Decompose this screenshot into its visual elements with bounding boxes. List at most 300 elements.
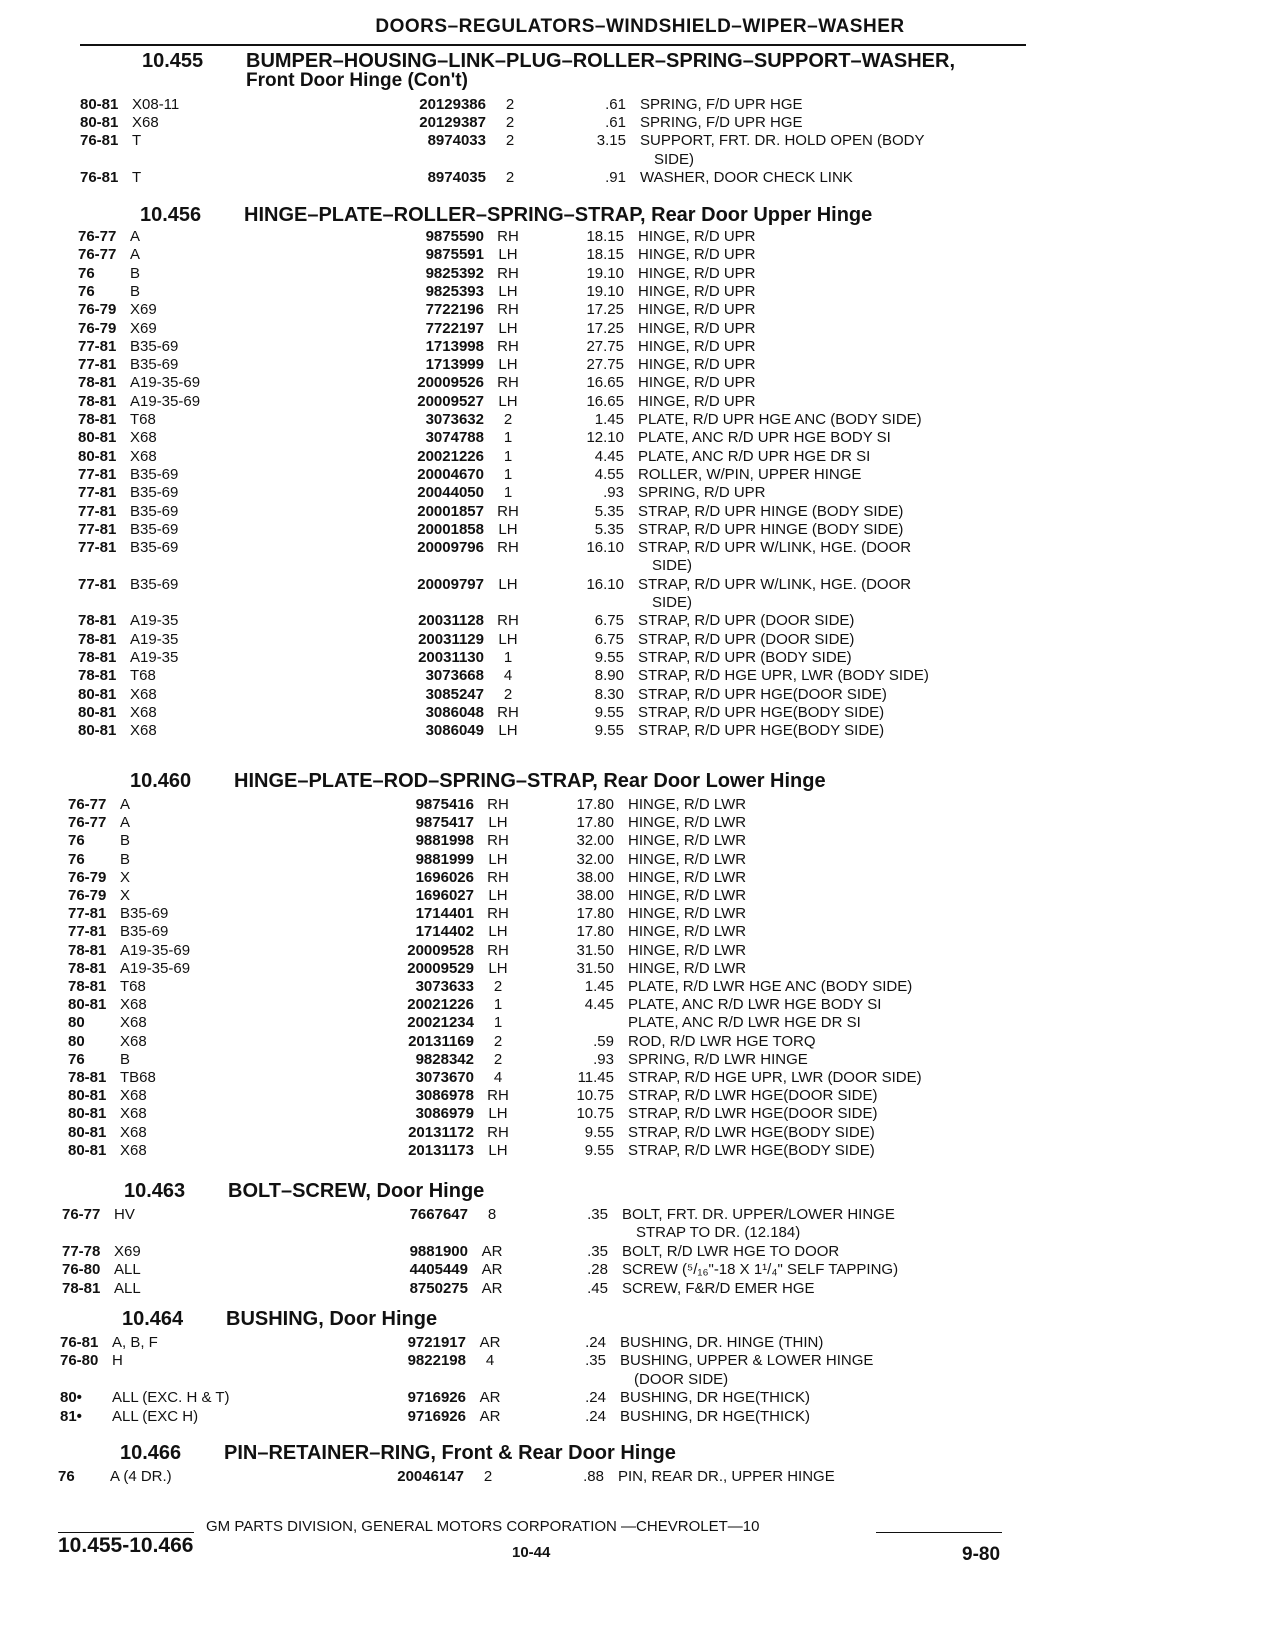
body-model: B35-69 — [130, 520, 179, 538]
part-row — [78, 631, 1020, 649]
quantity: 4 — [503, 667, 513, 685]
part-description-continued: (DOOR SIDE) — [634, 1370, 729, 1388]
price: 31.50 — [576, 959, 614, 977]
part-number: 20129387 — [419, 114, 486, 132]
part-description: SPRING, F/D UPR HGE — [640, 114, 803, 132]
model-year: 78-81 — [68, 941, 107, 959]
model-year: 76-79 — [78, 301, 117, 319]
quantity: LH — [488, 959, 508, 977]
body-model: B35-69 — [130, 337, 179, 355]
part-row — [68, 905, 1020, 923]
part-row — [78, 704, 1020, 722]
part-description: ROD, R/D LWR HGE TORQ — [628, 1032, 816, 1050]
model-year: 78-81 — [68, 978, 107, 995]
section-heading — [120, 1442, 676, 1465]
part-description: STRAP, R/D UPR HINGE (BODY SIDE) — [638, 502, 904, 520]
model-year: 76-81 — [80, 132, 119, 150]
model-year: 76-79 — [68, 868, 107, 886]
part-number: 8974035 — [427, 168, 486, 186]
part-number: 20021234 — [407, 1014, 474, 1032]
part-row — [78, 301, 1020, 319]
part-number: 3073632 — [425, 411, 484, 428]
model-year: 76-81 — [80, 168, 119, 186]
part-row — [78, 338, 1020, 356]
price: 11.45 — [577, 1069, 614, 1086]
model-year: 76 — [68, 850, 85, 868]
part-row — [68, 923, 1020, 941]
part-row — [78, 320, 1020, 338]
quantity: LH — [488, 887, 508, 904]
part-number: 8750275 — [409, 1279, 468, 1297]
part-description: BUSHING, DR HGE(THICK) — [620, 1389, 811, 1407]
part-number: 20021226 — [417, 447, 484, 465]
part-number: 1696026 — [415, 868, 474, 886]
model-year: 80 — [68, 1032, 85, 1050]
part-description: HINGE, R/D UPR — [638, 392, 756, 410]
model-year: 78-81 — [78, 612, 117, 630]
part-description: STRAP, R/D HGE UPR, LWR (DOOR SIDE) — [628, 1069, 922, 1086]
price: 6.75 — [594, 630, 624, 648]
body-model: A, B, F — [112, 1334, 158, 1351]
quantity: 1 — [503, 648, 513, 666]
model-year: 80 — [68, 1014, 85, 1032]
price: 4.45 — [594, 447, 624, 465]
model-year: 81• — [60, 1407, 82, 1425]
part-number: 9875416 — [415, 796, 474, 813]
model-year: 77-81 — [78, 502, 117, 520]
part-row — [80, 96, 1020, 114]
model-year: 76 — [58, 1468, 75, 1485]
model-year: 80-81 — [68, 1087, 107, 1105]
body-model: X — [120, 887, 131, 904]
body-model: T68 — [120, 978, 146, 995]
model-year: 80-81 — [68, 1105, 107, 1123]
model-year: 78-81 — [68, 1069, 107, 1086]
part-number: 1713998 — [425, 337, 484, 355]
part-number: 9716926 — [407, 1407, 466, 1425]
part-description: HINGE, R/D LWR — [628, 850, 747, 868]
part-number: 3086048 — [425, 703, 484, 721]
body-model: TB68 — [120, 1069, 156, 1086]
part-row — [68, 1033, 1020, 1051]
model-year: 80-81 — [80, 96, 119, 113]
price: 17.25 — [586, 319, 624, 337]
part-number: 7722196 — [425, 301, 484, 319]
part-description: STRAP, R/D UPR (DOOR SIDE) — [638, 630, 855, 648]
price: 38.00 — [576, 868, 614, 886]
part-row — [80, 132, 1020, 150]
quantity: AR — [481, 1242, 503, 1260]
part-row — [78, 539, 1020, 557]
part-number: 9822198 — [407, 1352, 466, 1370]
part-number: 9875590 — [425, 228, 484, 245]
footer-date: 9-80 — [962, 1544, 1001, 1565]
part-number: 9721917 — [407, 1334, 466, 1351]
model-year: 80-81 — [78, 429, 117, 447]
model-year: 80-81 — [68, 1123, 107, 1141]
price: 27.75 — [586, 356, 624, 374]
quantity: AR — [479, 1334, 501, 1351]
part-description: STRAP, R/D HGE UPR, LWR (BODY SIDE) — [638, 667, 929, 685]
quantity: RH — [487, 868, 509, 886]
part-description: HINGE, R/D UPR — [638, 301, 756, 319]
price: 5.35 — [594, 520, 624, 538]
quantity: LH — [498, 246, 518, 264]
section-number: 10.460 — [130, 770, 192, 792]
part-description-continued: SIDE) — [652, 557, 693, 575]
quantity: RH — [497, 374, 519, 392]
part-number: 9716926 — [407, 1389, 466, 1407]
part-row — [68, 1105, 1020, 1123]
part-row — [68, 1142, 1020, 1160]
part-number: 4405449 — [409, 1261, 468, 1279]
section-title: PIN–RETAINER–RING, Front & Rear Door Hinge — [224, 1442, 676, 1464]
part-row — [78, 246, 1020, 264]
body-model: X69 — [130, 301, 157, 319]
price: .61 — [605, 114, 626, 132]
part-description: HINGE, R/D LWR — [628, 868, 747, 886]
part-row — [80, 114, 1020, 132]
part-row — [68, 996, 1020, 1014]
part-description: STRAP, R/D UPR W/LINK, HGE. (DOOR — [638, 575, 912, 593]
price: 17.80 — [576, 923, 614, 941]
body-model: X68 — [120, 1032, 147, 1050]
body-model: A — [130, 228, 141, 245]
price: .24 — [585, 1407, 606, 1425]
body-model: A19-35-69 — [120, 941, 191, 959]
price: 17.80 — [576, 796, 614, 813]
price: 4.55 — [594, 465, 624, 483]
part-description: SPRING, R/D LWR HINGE — [628, 1050, 808, 1068]
part-number: 20009526 — [417, 374, 484, 392]
part-row — [68, 1087, 1020, 1105]
model-year: 76-77 — [78, 228, 117, 245]
part-number: 3074788 — [425, 429, 484, 447]
part-row — [78, 374, 1020, 392]
part-row — [68, 851, 1020, 869]
body-model: B35-69 — [130, 539, 179, 557]
part-row — [68, 1014, 1020, 1032]
part-description: STRAP, R/D UPR HGE(BODY SIDE) — [638, 722, 885, 740]
body-model: A19-35 — [130, 612, 179, 630]
part-description: ROLLER, W/PIN, UPPER HINGE — [638, 465, 862, 483]
price: .28 — [587, 1261, 608, 1279]
quantity: 2 — [493, 978, 503, 995]
part-description: BOLT, R/D LWR HGE TO DOOR — [622, 1242, 840, 1260]
body-model: B35-69 — [130, 575, 179, 593]
model-year: 76-79 — [78, 319, 117, 337]
model-year: 76-79 — [68, 887, 107, 904]
part-description: STRAP, R/D LWR HGE(BODY SIDE) — [628, 1141, 875, 1159]
part-description-continued: SIDE) — [654, 150, 695, 168]
part-description: STRAP, R/D LWR HGE(DOOR SIDE) — [628, 1105, 878, 1123]
part-description: PLATE, R/D LWR HGE ANC (BODY SIDE) — [628, 978, 913, 995]
part-number: 20031128 — [418, 612, 484, 630]
quantity: RH — [497, 337, 519, 355]
quantity: AR — [481, 1279, 503, 1297]
part-description: HINGE, R/D UPR — [638, 337, 756, 355]
part-number: 20001858 — [417, 520, 484, 538]
model-year: 80-81 — [68, 996, 107, 1014]
part-number: 1713999 — [425, 356, 484, 374]
price: 27.75 — [586, 337, 624, 355]
model-year: 78-81 — [78, 630, 117, 648]
part-row — [78, 649, 1020, 667]
part-description: HINGE, R/D LWR — [628, 923, 747, 941]
price: 31.50 — [576, 941, 614, 959]
body-model: X08-11 — [132, 96, 180, 113]
part-description: HINGE, R/D LWR — [628, 832, 747, 850]
quantity: LH — [488, 814, 508, 832]
body-model: X68 — [120, 1087, 147, 1105]
price: 3.15 — [596, 132, 626, 150]
price: 9.55 — [594, 722, 624, 740]
price: 8.90 — [594, 667, 624, 685]
quantity: 1 — [493, 1014, 503, 1032]
body-model: B35-69 — [120, 905, 169, 923]
part-description: HINGE, R/D LWR — [628, 941, 747, 959]
model-year: 78-81 — [78, 667, 117, 685]
part-description: SCREW, F&R/D EMER HGE — [622, 1279, 815, 1297]
quantity: 2 — [505, 168, 515, 186]
header-rule — [80, 44, 1026, 46]
model-year: 76 — [68, 832, 85, 850]
part-row — [68, 869, 1020, 887]
part-description: SPRING, R/D UPR — [638, 484, 766, 502]
part-number: 3073668 — [425, 667, 484, 685]
body-model: T68 — [130, 411, 156, 428]
part-row — [58, 1468, 1020, 1486]
section-heading — [122, 1308, 437, 1331]
model-year: 77-81 — [68, 923, 107, 941]
part-number: 9825393 — [425, 282, 484, 300]
quantity: 2 — [503, 411, 513, 428]
part-number: 1714402 — [415, 923, 474, 941]
part-number: 9881998 — [415, 832, 474, 850]
part-number: 20031130 — [418, 648, 484, 666]
price: 18.15 — [586, 246, 624, 264]
part-description: HINGE, R/D LWR — [628, 905, 747, 923]
price: 17.80 — [576, 905, 614, 923]
quantity: RH — [497, 264, 519, 282]
part-description: WASHER, DOOR CHECK LINK — [640, 168, 853, 186]
quantity: LH — [488, 1105, 508, 1123]
quantity: LH — [498, 520, 518, 538]
quantity: 2 — [505, 132, 515, 150]
part-description: HINGE, R/D LWR — [628, 796, 747, 813]
price: .24 — [585, 1389, 606, 1407]
model-year: 76-77 — [68, 814, 107, 832]
price: 9.55 — [594, 703, 624, 721]
part-row — [68, 1124, 1020, 1142]
model-year: 76 — [78, 282, 95, 300]
part-row — [78, 283, 1020, 301]
price: .61 — [605, 96, 626, 113]
part-number: 9881999 — [415, 850, 474, 868]
part-row — [78, 429, 1020, 447]
quantity: 4 — [493, 1069, 503, 1086]
part-number: 3086978 — [415, 1087, 474, 1105]
part-row — [78, 686, 1020, 704]
part-row — [80, 169, 1020, 187]
part-number: 9825392 — [425, 264, 484, 282]
model-year: 76-77 — [62, 1206, 101, 1223]
price: .88 — [583, 1468, 604, 1485]
part-number: 20031129 — [418, 630, 484, 648]
body-model: B — [120, 850, 131, 868]
part-row — [78, 503, 1020, 521]
model-year: 76-80 — [62, 1261, 101, 1279]
model-year: 77-81 — [78, 465, 117, 483]
part-row — [78, 448, 1020, 466]
quantity: RH — [487, 832, 509, 850]
part-description: HINGE, R/D LWR — [628, 887, 747, 904]
body-model: X69 — [114, 1242, 141, 1260]
model-year: 76-81 — [60, 1334, 99, 1351]
part-description: PLATE, R/D UPR HGE ANC (BODY SIDE) — [638, 411, 922, 428]
section-title: BUSHING, Door Hinge — [226, 1308, 438, 1330]
model-year: 77-81 — [78, 575, 117, 593]
part-row — [68, 942, 1020, 960]
model-year: 80-81 — [80, 114, 119, 132]
body-model: H — [112, 1352, 123, 1370]
quantity: 2 — [503, 685, 513, 703]
section-number: 10.463 — [124, 1180, 186, 1202]
part-row — [68, 960, 1020, 978]
part-description: STRAP, R/D UPR HINGE (BODY SIDE) — [638, 520, 904, 538]
part-description: PLATE, ANC R/D LWR HGE DR SI — [628, 1014, 861, 1032]
part-row — [78, 411, 1020, 429]
body-model: ALL — [114, 1261, 141, 1279]
part-description: PLATE, ANC R/D LWR HGE BODY SI — [628, 996, 882, 1014]
part-row — [68, 1051, 1020, 1069]
part-row — [78, 466, 1020, 484]
part-description: STRAP, R/D UPR W/LINK, HGE. (DOOR — [638, 539, 912, 557]
footer-rule-left — [58, 1532, 194, 1533]
part-description: PLATE, ANC R/D UPR HGE DR SI — [638, 447, 871, 465]
part-row — [60, 1408, 1020, 1426]
section-number: 10.455 — [142, 50, 204, 72]
quantity: LH — [498, 630, 518, 648]
part-row — [78, 722, 1020, 740]
quantity: LH — [498, 575, 518, 593]
part-description: HINGE, R/D LWR — [628, 814, 747, 832]
quantity: LH — [488, 850, 508, 868]
part-number: 20009797 — [417, 575, 484, 593]
part-description: SUPPORT, FRT. DR. HOLD OPEN (BODY — [640, 132, 925, 150]
body-model: T — [132, 168, 142, 186]
quantity: LH — [498, 356, 518, 374]
body-model: ALL (EXC. H & T) — [112, 1389, 230, 1407]
part-description: BUSHING, DR HGE(THICK) — [620, 1407, 811, 1425]
body-model: B35-69 — [130, 356, 179, 374]
part-number: 3086979 — [415, 1105, 474, 1123]
part-row — [78, 576, 1020, 594]
model-year: 80-81 — [68, 1141, 107, 1159]
quantity: RH — [487, 1087, 509, 1105]
body-model: X — [120, 868, 131, 886]
body-model: X68 — [120, 1014, 147, 1032]
part-number: 7667647 — [409, 1206, 468, 1223]
part-number: 20009796 — [417, 539, 484, 557]
quantity: RH — [487, 1123, 509, 1141]
part-number: 9875417 — [415, 814, 474, 832]
part-description: HINGE, R/D UPR — [638, 264, 756, 282]
quantity: RH — [497, 612, 519, 630]
part-row — [62, 1243, 1020, 1261]
part-row — [62, 1280, 1020, 1298]
part-number: 9881900 — [409, 1242, 468, 1260]
part-description: HINGE, R/D UPR — [638, 356, 756, 374]
model-year: 76 — [78, 264, 95, 282]
footer-section-range: 10.455-10.466 — [58, 1534, 194, 1557]
body-model: X68 — [120, 1141, 147, 1159]
quantity: 1 — [493, 996, 503, 1014]
body-model: B — [120, 1050, 131, 1068]
model-year: 76-77 — [68, 796, 107, 813]
part-row — [68, 796, 1020, 814]
quantity: RH — [497, 502, 519, 520]
body-model: A — [120, 796, 131, 813]
quantity: LH — [488, 1141, 508, 1159]
part-row — [68, 978, 1020, 996]
part-row — [78, 393, 1020, 411]
part-number: 20131173 — [408, 1141, 474, 1159]
price: 16.10 — [586, 575, 624, 593]
price: 10.75 — [576, 1087, 614, 1105]
part-number: 3086049 — [425, 722, 484, 740]
body-model: HV — [114, 1206, 135, 1223]
model-year: 77-81 — [78, 337, 117, 355]
model-year: 76-80 — [60, 1352, 99, 1370]
price: 12.10 — [586, 429, 624, 447]
section-number: 10.464 — [122, 1308, 184, 1330]
part-row — [78, 356, 1020, 374]
body-model: A19-35 — [130, 630, 179, 648]
price: 19.10 — [586, 282, 624, 300]
quantity: 2 — [505, 96, 515, 113]
part-description: SPRING, F/D UPR HGE — [640, 96, 803, 113]
quantity: AR — [479, 1389, 501, 1407]
model-year: 80• — [60, 1389, 82, 1407]
part-description: HINGE, R/D UPR — [638, 282, 756, 300]
part-description: PLATE, ANC R/D UPR HGE BODY SI — [638, 429, 891, 447]
part-number: 3085247 — [425, 685, 484, 703]
quantity: RH — [487, 905, 509, 923]
price: .24 — [585, 1334, 606, 1351]
part-row — [78, 667, 1020, 685]
model-year: 77-81 — [68, 905, 107, 923]
quantity: RH — [487, 796, 509, 813]
quantity: LH — [498, 319, 518, 337]
model-year: 80-81 — [78, 703, 117, 721]
price: 5.35 — [594, 502, 624, 520]
price: .93 — [593, 1050, 614, 1068]
model-year: 80-81 — [78, 685, 117, 703]
part-description: STRAP, R/D UPR (DOOR SIDE) — [638, 612, 855, 630]
part-description: HINGE, R/D UPR — [638, 228, 756, 245]
section-subtitle: Front Door Hinge (Con't) — [246, 70, 468, 91]
price: 8.30 — [594, 685, 624, 703]
model-year: 77-81 — [78, 539, 117, 557]
quantity: 2 — [483, 1468, 493, 1485]
page-header: DOORS–REGULATORS–WINDSHIELD–WIPER–WASHER — [375, 16, 905, 37]
part-description: STRAP, R/D LWR HGE(BODY SIDE) — [628, 1123, 875, 1141]
body-model: X68 — [120, 1123, 147, 1141]
price: 19.10 — [586, 264, 624, 282]
body-model: ALL — [114, 1279, 141, 1297]
quantity: AR — [479, 1407, 501, 1425]
